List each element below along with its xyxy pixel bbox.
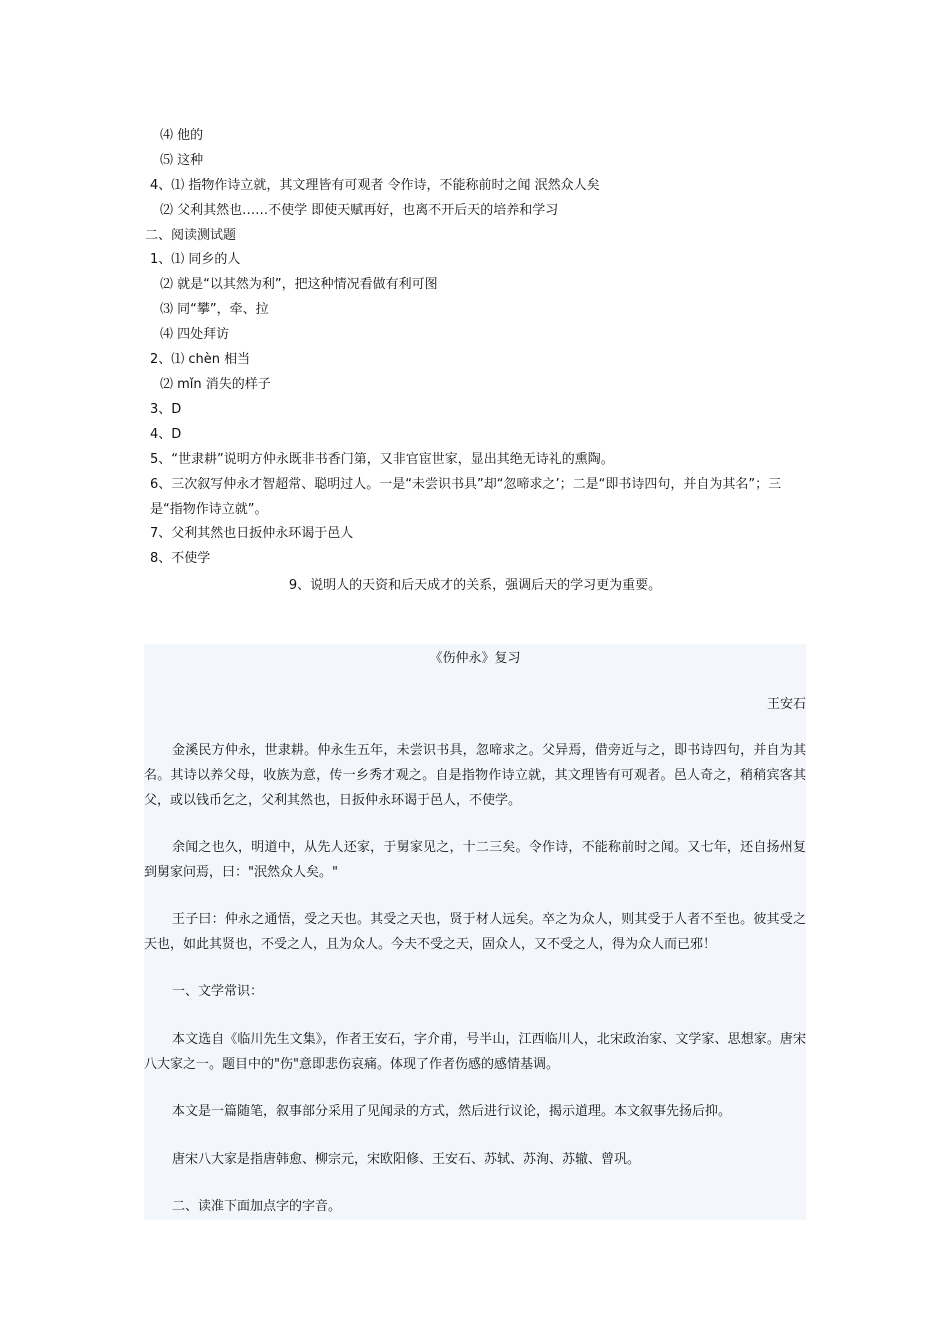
answer-line: ⑷ 四处拜访 — [160, 327, 230, 342]
answer-line: 5、“世隶耕”说明方仲永既非书香门第，又非官宦世家，显出其绝无诗礼的熏陶。 — [150, 452, 614, 467]
answer-line: 6、三次叙写仲永才智超常、聪明过人。一是“未尝识书具”却“忽啼求之’；二是“即书诗四句，并自为其名”；三是“指物作诗立就”。 — [150, 477, 782, 517]
answer-line: 3、D — [150, 402, 182, 417]
answer-line: ⑵ 父利其然也……不使学 即使天赋再好，也离不开后天的培养和学习 — [160, 203, 559, 218]
text-paragraph: 王子曰：仲永之通悟，受之天也。其受之天也，贤于材人远矣。卒之为众人，则其受于人者不至也。彼其受之天也，如此其贤也，不受之人，且为众人。今夫不受之天，固众人，又不受之人，得为众人而已邪！ — [144, 912, 806, 952]
text-paragraph: 本文选自《临川先生文集》，作者王安石，字介甫，号半山，江西临川人，北宋政治家、文学家、思想家。唐宋八大家之一。题目中的"伤"意即悲伤哀痛。体现了作者伤感的感情基调。 — [144, 1032, 806, 1072]
answer-line: 1、⑴ 同乡的人 — [150, 252, 241, 267]
answer-line: 9、说明人的天资和后天成才的关系，强调后天的学习更为重要。 — [288, 578, 662, 593]
section-heading: 一、文学常识： — [172, 984, 264, 999]
section-heading: 二、读准下面加点字的字音。 — [172, 1199, 342, 1214]
section-heading: 二、阅读测试题 — [145, 228, 237, 243]
answer-line: 2、⑴ chèn 相当 — [150, 352, 251, 367]
text-paragraph: 金溪民方仲永，世隶耕。仲永生五年，未尝识书具，忽啼求之。父异焉，借旁近与之，即书诗四句，并自为其名。其诗以养父母，收族为意，传一乡秀才观之。自是指物作诗立就，其文理皆有可观者。邑人奇之，稍稍宾客其父，或以钱币乞之，父利其然也，日扳仲永环谒于邑人，不使学。 — [144, 743, 806, 808]
text-paragraph: 余闻之也久，明道中，从先人还家，于舅家见之，十二三矣。令作诗，不能称前时之闻。又七年，还自扬州复到舅家问焉，曰："泯然众人矣。" — [144, 840, 806, 880]
answer-line: ⑵ 就是“以其然为利”，把这种情况看做有利可图 — [160, 277, 438, 292]
answer-line: 4、D — [150, 427, 182, 442]
text-paragraph: 本文是一篇随笔，叙事部分采用了见闻录的方式，然后进行议论，揭示道理。本文叙事先扬后抑。 — [172, 1104, 732, 1119]
answer-line: ⑵ mǐn 消失的样子 — [160, 377, 271, 392]
review-title: 《伤仲永》复习 — [429, 651, 521, 666]
answer-line: ⑶ 同“攀”，牵、拉 — [160, 302, 269, 317]
answer-line: ⑷ 他的 — [160, 128, 204, 143]
answer-line: 4、⑴ 指物作诗立就，其文理皆有可观者 令作诗，不能称前时之闻 泯然众人矣 — [150, 178, 600, 193]
answer-line: ⑸ 这种 — [160, 153, 204, 168]
review-panel — [144, 644, 806, 1220]
answer-line: 8、不使学 — [150, 551, 211, 566]
review-author: 王安石 — [766, 697, 806, 712]
text-paragraph: 唐宋八大家是指唐韩愈、柳宗元，宋欧阳修、王安石、苏轼、苏洵、苏辙、曾巩。 — [172, 1152, 641, 1167]
answer-line: 7、父利其然也日扳仲永环谒于邑人 — [150, 526, 354, 541]
